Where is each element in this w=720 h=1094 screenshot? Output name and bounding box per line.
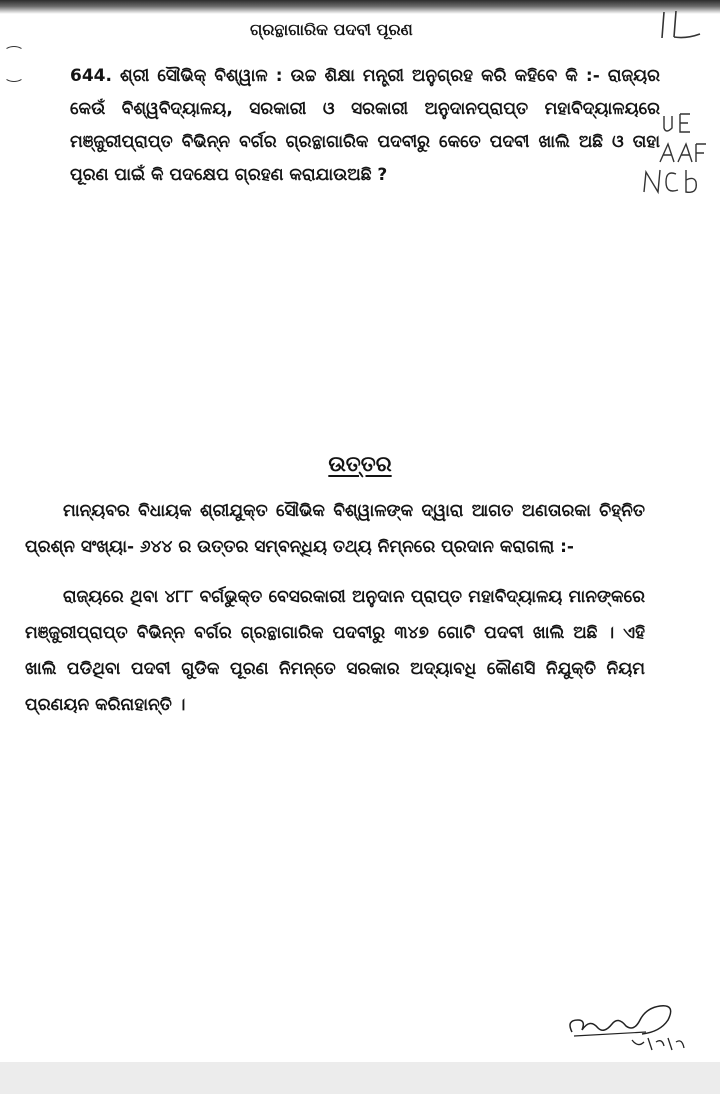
handwritten-margin-note	[636, 108, 712, 204]
handwritten-page-number	[656, 8, 706, 42]
answer-paragraph-2: ରାଜ୍ୟରେ ଥିବା ୪୮୮ ବର୍ଗଭୁକ୍ତ ବେସରକାରୀ ଅନୁଦାନ ପ୍ରାପ୍ତ ମହାବିଦ୍ୟାଳୟ ମାନଙ୍କରେ ମଞ୍ଜୁରୀପ୍ରାପ୍ତ ବିଭିନ୍ନ ବର୍ଗର ଗ୍ରନ୍ଥାଗାରିକ ପଦବୀରୁ ୩୪୭ ଗୋଟି ପଦବୀ ଖାଲି ଅଛି । ଏହି ଖାଲି ପଡିଥିବା ପଦବୀ ଗୁଡିକ ପୂରଣ ନିମନ୍ତେ ସରକାର ଅଦ୍ୟାବଧି କୌଣସି ନିଯୁକ୍ତି ନିୟମ ପ୍ରଣୟନ କରିନାହାନ୍ତି ।	[25, 587, 645, 715]
question-text: ଉଚ୍ଚ ଶିକ୍ଷା ମନ୍ତ୍ରୀ ଅନୁଗ୍ରହ କରି କହିବେ କି :- ରାଜ୍ୟର କେଉଁ ବିଶ୍ୱବିଦ୍ୟାଳୟ, ସରକାରୀ ଓ ସରକାରୀ ଅନୁଦାନପ୍ରାପ୍ତ ମହାବିଦ୍ୟାଳୟରେ ମଞ୍ଜୁରୀପ୍ରାପ୍ତ ବିଭିନ୍ନ ବର୍ଗର ଗ୍ରନ୍ଥାଗାରିକ ପଦବୀରୁ କେତେ ପଦବୀ ଖାଲି ଅଛି ଓ ତାହା ପୂରଣ ପାଇଁ କି ପଦକ୍ଷେପ ଗ୍ରହଣ କରାଯାଉଅଛି ?	[70, 66, 661, 185]
signature-with-date	[560, 998, 700, 1058]
answer-heading: ଉତ୍ତର	[328, 452, 392, 476]
question-number: 644.	[70, 66, 112, 86]
answer-block	[25, 493, 645, 737]
question-paragraph	[70, 60, 660, 192]
punch-hole-mark	[4, 70, 24, 82]
scan-edge-shadow	[0, 0, 720, 14]
question-member: ଶ୍ରୀ ସୌଭିକ୍ ବିଶ୍ୱାଳ :	[120, 66, 283, 86]
page-title: ଗ୍ରନ୍ଥାଗାରିକ ପଦବୀ ପୂରଣ	[250, 20, 413, 39]
answer-paragraph-1: ମାନ୍ୟବର ବିଧାୟକ ଶ୍ରୀଯୁକ୍ତ ସୌଭିକ ବିଶ୍ୱାଳଙ୍କ ଦ୍ୱାରା ଆଗତ ଅଣତାରକା ଚିହ୍ନିତ ପ୍ରଶ୍ନ ସଂଖ୍ୟା- ୬୪୪ ର ଉତ୍ତର ସମ୍ବନ୍ଧିୟ ତଥ୍ୟ ନିମ୍ନରେ ପ୍ରଦାନ କରାଗଲା :-	[25, 501, 645, 557]
question-block	[70, 60, 660, 192]
punch-hole-mark	[4, 46, 24, 58]
